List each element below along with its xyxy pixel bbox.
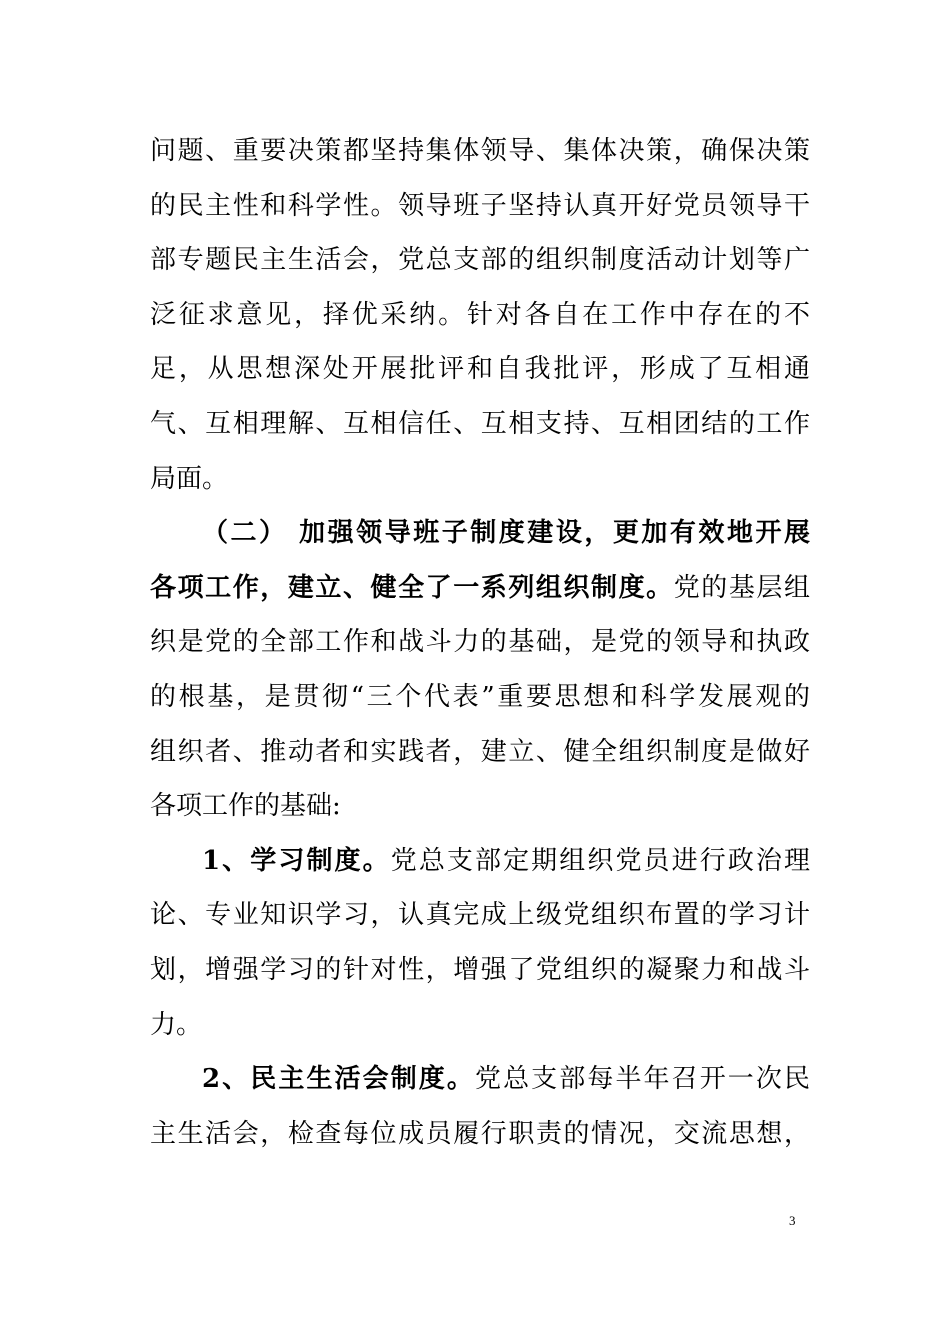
- paragraph-line: [150, 834, 810, 889]
- paragraph-line: 力。: [150, 1009, 203, 1040]
- item-heading: 2、民主生活会制度。: [202, 1064, 475, 1095]
- paragraph-line: 织是党的全部工作和战斗力的基础，是党的领导和执政: [150, 627, 810, 658]
- paragraph-line: 的根基，是贯彻“三个代表”重要思想和科学发展观的: [150, 681, 810, 712]
- paragraph-line: 主生活会，检查每位成员履行职责的情况，交流思想，: [150, 1118, 810, 1149]
- paragraph-line: 的民主性和科学性。领导班子坚持认真开好党员领导干: [150, 190, 810, 221]
- item-heading: 1、学习制度。: [202, 845, 391, 876]
- paragraph-line: [150, 1052, 810, 1107]
- page-number: 3: [789, 1213, 796, 1228]
- section-heading: （二） 加强领导班子制度建设，更加有效地开展: [202, 518, 810, 549]
- paragraph-line: 部专题民主生活会，党总支部的组织制度活动计划等广: [150, 245, 810, 276]
- paragraph-line: 足，从思想深处开展批评和自我批评，形成了互相通: [150, 354, 810, 385]
- paragraph-line: [150, 561, 810, 616]
- paragraph-line: 局面。: [150, 463, 229, 494]
- paragraph-text: 党总支部定期组织党员进行政治理: [390, 845, 810, 876]
- paragraph-line: 泛征求意见，择优采纳。针对各自在工作中存在的不: [150, 299, 810, 330]
- paragraph-line: 气、互相理解、互相信任、互相支持、互相团结的工作: [150, 408, 810, 439]
- paragraph-line: 问题、重要决策都坚持集体领导、集体决策，确保决策: [150, 136, 810, 166]
- paragraph-text: 党的基层组: [673, 572, 810, 603]
- section-heading-continued: 各项工作，建立、健全了一系列组织制度。: [150, 572, 674, 603]
- paragraph-text: 党总支部每半年召开一次民: [475, 1064, 810, 1095]
- paragraph-line: 组织者、推动者和实践者，建立、健全组织制度是做好: [150, 736, 810, 767]
- body-text: [150, 124, 810, 1161]
- paragraph-line: 论、专业知识学习，认真完成上级党组织布置的学习计: [150, 900, 810, 931]
- paragraph-line: 各项工作的基础:: [150, 791, 341, 822]
- paragraph-line: 划，增强学习的针对性，增强了党组织的凝聚力和战斗: [150, 954, 810, 985]
